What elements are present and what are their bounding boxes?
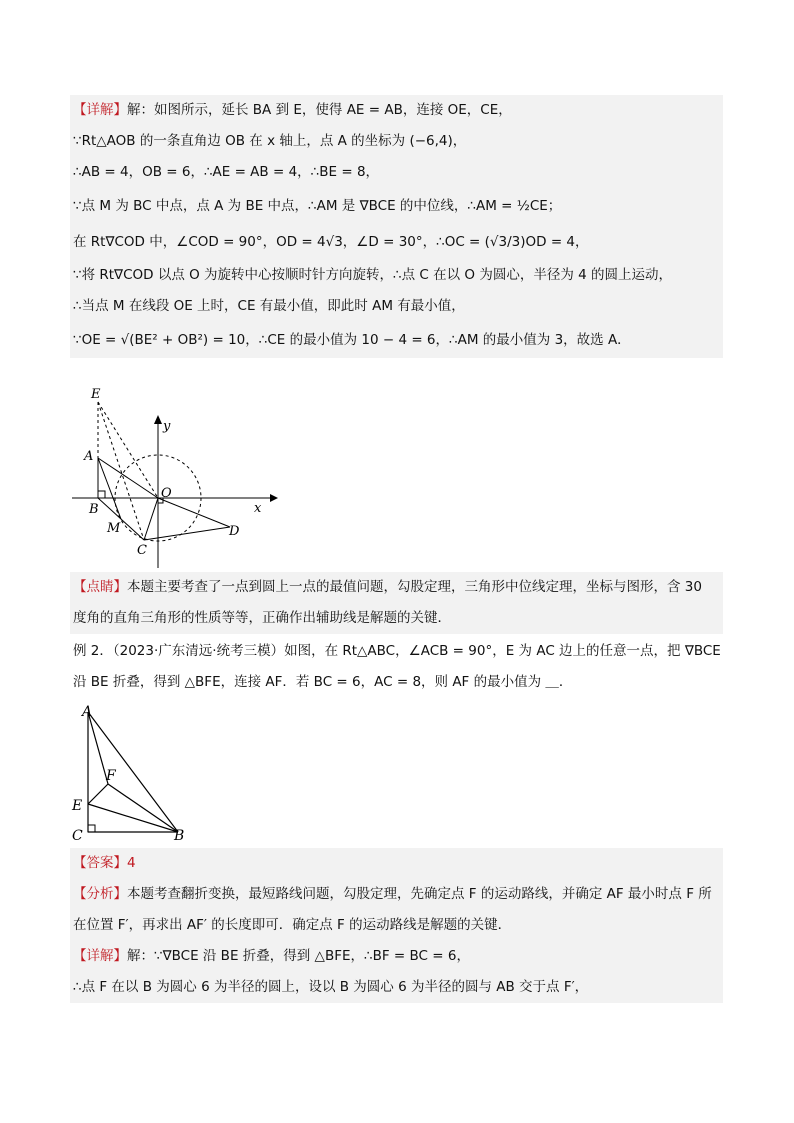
fig2-label-A: A	[82, 704, 93, 720]
fig2-label-F: F	[106, 768, 116, 784]
label-M: M	[107, 521, 121, 536]
label-E: E	[91, 387, 101, 402]
detail-tag: 【详解】	[73, 102, 127, 118]
answer-block	[70, 848, 723, 1003]
detail-line-2: ∴点 F 在以 B 为圆心 6 为半径的圆上，设以 B 为圆心 6 为半径的圆与 AB 交于点 F′，	[73, 979, 589, 995]
label-y: y	[163, 419, 171, 434]
detail-line-1: 【详解】解：∵∇BCE 沿 BE 折叠，得到 △BFE，∴BF = BC = 6，	[73, 948, 470, 964]
label-O: O	[161, 486, 172, 501]
analysis-line-1: 【分析】本题考查翻折变换，最短路线问题，勾股定理，先确定点 F 的运动路线，并确定 AF 最小时点 F 所	[73, 886, 712, 902]
label-A: A	[84, 449, 94, 464]
figure-1-coordinate-diagram	[70, 380, 280, 570]
fig2-label-B: B	[174, 828, 185, 844]
solution-line-5: 在 Rt∇COD 中，∠COD = 90°，OD = 4√3，∠D = 30°，∴OC = (√3/3)OD = 4，	[73, 234, 589, 250]
solution-line-6: ∵将 Rt∇COD 以点 O 为旋转中心按顺时针方向旋转，∴点 C 在以 O 为圆心，半径为 4 的圆上运动，	[73, 267, 673, 283]
comment-line-1: 【点睛】本题主要考查了一点到圆上一点的最值问题，勾股定理，三角形中位线定理，坐标与图形，含 30	[73, 579, 702, 595]
solution-line-7: ∴当点 M 在线段 OE 上时，CE 有最小值，即此时 AM 有最小值，	[73, 298, 465, 314]
label-D: D	[229, 524, 240, 539]
analysis-line-2: 在位置 F′，再求出 AF′ 的长度即可．确定点 F 的运动路线是解题的关键．	[73, 917, 512, 933]
detail-tag-2: 【详解】	[73, 948, 127, 964]
answer-value: 4	[127, 855, 136, 871]
label-C: C	[137, 543, 147, 558]
comment-line-2: 度角的直角三角形的性质等等，正确作出辅助线是解题的关键．	[73, 610, 451, 626]
fig2-label-C: C	[72, 828, 83, 844]
fig2-label-E: E	[72, 798, 83, 814]
solution-line-3: ∴AB = 4，OB = 6，∴AE = AB = 4，∴BE = 8，	[73, 164, 380, 180]
label-x: x	[254, 501, 262, 516]
example-line-1: 例 2．（2023·广东清远·统考三模）如图，在 Rt△ABC，∠ACB = 90°，E 为 AC 边上的任意一点，把 ∇BCE	[73, 643, 721, 659]
example-2-statement	[70, 636, 723, 698]
solution-block	[70, 95, 723, 358]
comment-tag: 【点睛】	[73, 579, 127, 595]
solution-line-8: ∵OE = √(BE² + OB²) = 10，∴CE 的最小值为 10 − 4 = 6，∴AM 的最小值为 3，故选 A．	[73, 332, 631, 348]
solution-line-4: ∵点 M 为 BC 中点，点 A 为 BE 中点，∴AM 是 ∇BCE 的中位线，∴AM = ½CE；	[73, 198, 562, 214]
label-B: B	[89, 502, 99, 517]
comment-block	[70, 572, 723, 634]
answer-tag: 【答案】	[73, 855, 127, 871]
solution-line-2: ∵Rt△AOB 的一条直角边 OB 在 x 轴上，点 A 的坐标为 (−6,4)，	[73, 133, 467, 149]
answer-line	[70, 848, 723, 879]
example-line-2: 沿 BE 折叠，得到 △BFE，连接 AF．若 BC = 6，AC = 8，则 AF 的最小值为 ＿．	[73, 674, 573, 690]
figure-2-triangle-diagram	[70, 700, 200, 845]
solution-line-1: 【详解】解：如图所示，延长 BA 到 E，使得 AE = AB，连接 OE，CE，	[73, 102, 512, 118]
analysis-tag: 【分析】	[73, 886, 127, 902]
